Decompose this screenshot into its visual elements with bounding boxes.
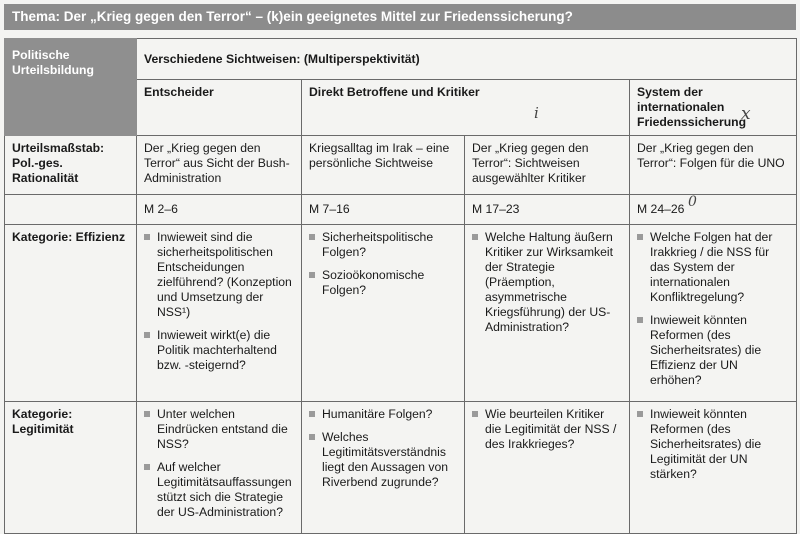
material-cell-2: M 7–16 xyxy=(302,195,465,225)
effizienz-cell-3 xyxy=(465,225,630,402)
handwritten-x: x xyxy=(741,104,751,124)
massstab-label: Urteilsmaßstab: Pol.-ges. Rationalität xyxy=(5,136,137,195)
material-label-empty xyxy=(5,195,137,225)
perspectives-header: Verschiedene Sichtweisen: (Multiperspektivität) xyxy=(137,39,797,80)
effizienz-label: Kategorie: Effizienz xyxy=(5,225,137,402)
group-betroffene: Direkt Betroffene und Kritiker xyxy=(302,80,630,136)
group-entscheider: Entscheider xyxy=(137,80,302,136)
question-item: Sozioökonomische Folgen? xyxy=(309,268,457,298)
material-cell-4: M 24–26 xyxy=(630,195,797,225)
legitimitaet-cell-1 xyxy=(137,402,302,534)
material-cell-3: M 17–23 xyxy=(465,195,630,225)
massstab-cell-4: Der „Krieg gegen den Terror“: Folgen für die UNO xyxy=(630,136,797,195)
material-cell-1: M 2–6 xyxy=(137,195,302,225)
massstab-cell-2: Kriegsalltag im Irak – eine persönliche Sichtweise xyxy=(302,136,465,195)
page-title: Thema: Der „Krieg gegen den Terror“ – (k)ein geeignetes Mittel zur Friedenssicherung? xyxy=(4,4,796,30)
effizienz-cell-1 xyxy=(137,225,302,402)
question-item: Unter welchen Eindrücken entstand die NSS? xyxy=(144,407,294,452)
handwritten-i: i xyxy=(534,104,539,122)
legitimitaet-cell-4 xyxy=(630,402,797,534)
question-item: Sicherheitspolitische Folgen? xyxy=(309,230,457,260)
group-system: System der internationalen Friedenssicherung xyxy=(630,80,797,136)
legitimitaet-cell-2 xyxy=(302,402,465,534)
handwritten-o: 0 xyxy=(688,194,697,210)
effizienz-cell-4 xyxy=(630,225,797,402)
question-item: Wie beurteilen Kritiker die Legitimität der NSS / des Irakkrieges? xyxy=(472,407,622,452)
question-item: Welches Legitimitätsverständnis liegt den Aussagen von Riverbend zugrunde? xyxy=(309,430,457,490)
question-item: Auf welcher Legitimitätsauffassungen stützt sich die Strategie der US-Administration? xyxy=(144,460,294,520)
judgement-table xyxy=(4,38,797,534)
question-item: Inwieweit könnten Reformen (des Sicherheitsrates) die Effizienz der UN erhöhen? xyxy=(637,313,789,388)
effizienz-cell-2 xyxy=(302,225,465,402)
question-item: Inwieweit wirkt(e) die Politik machterhaltend bzw. -steigernd? xyxy=(144,328,294,373)
question-item: Inwieweit könnten Reformen (des Sicherheitsrates) die Legitimität der UN stärken? xyxy=(637,407,789,482)
massstab-cell-3: Der „Krieg gegen den Terror“: Sichtweisen ausgewählter Kritiker xyxy=(465,136,630,195)
massstab-cell-1: Der „Krieg gegen den Terror“ aus Sicht der Bush-Administration xyxy=(137,136,302,195)
corner-label: Politische Urteilsbildung xyxy=(5,39,137,136)
question-item: Inwieweit sind die sicherheitspolitischen Entscheidungen zielführend? (Konzeption und Umsetzung der NSS¹) xyxy=(144,230,294,320)
question-item: Welche Folgen hat der Irakkrieg / die NSS für das System der internationalen Konfliktregelung? xyxy=(637,230,789,305)
legitimitaet-label: Kategorie: Legitimität xyxy=(5,402,137,534)
question-item: Humanitäre Folgen? xyxy=(309,407,457,422)
question-item: Welche Haltung äußern Kritiker zur Wirksamkeit der Strategie (Präemption, asymmetrische Kriegsführung) der US-Administration? xyxy=(472,230,622,335)
legitimitaet-cell-3 xyxy=(465,402,630,534)
